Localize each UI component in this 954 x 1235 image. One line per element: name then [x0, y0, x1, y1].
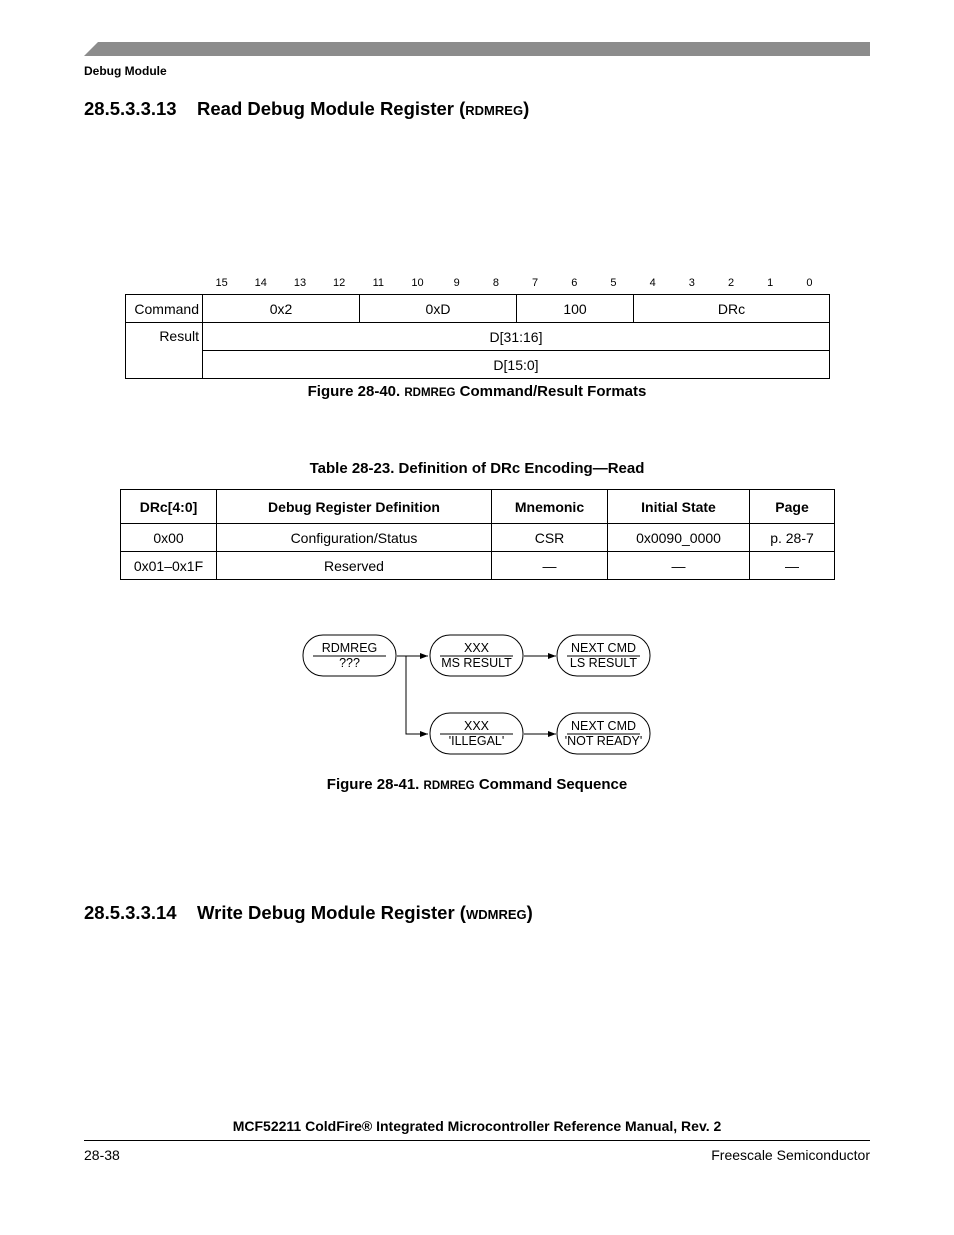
- result-label: Result: [126, 323, 203, 379]
- rdmreg-format-table: [125, 294, 830, 379]
- caption-prefix: Figure 28-40.: [307, 383, 401, 400]
- table-cell: —: [608, 552, 750, 580]
- node-text: ???: [339, 656, 360, 670]
- bit-number: 0: [806, 277, 813, 289]
- bit-number: 7: [532, 277, 539, 289]
- bit-number: 10: [411, 277, 424, 289]
- table-cell: 0x01–0x1F: [121, 552, 217, 580]
- section-heading-rdmreg: [84, 98, 529, 120]
- command-field: 0x2: [203, 295, 360, 323]
- figure-28-40-caption: [0, 383, 954, 400]
- section-title-suffix: ): [526, 902, 533, 923]
- command-row: [126, 295, 830, 323]
- result-field: D[15:0]: [203, 351, 830, 379]
- page-number: 28-38: [84, 1147, 120, 1163]
- table-cell: 0x00: [121, 524, 217, 552]
- node-text: MS RESULT: [441, 656, 512, 670]
- bit-number: 5: [610, 277, 617, 289]
- bit-number: 2: [727, 277, 735, 289]
- caption-suffix: Command/Result Formats: [459, 383, 647, 400]
- table-row: [121, 552, 835, 580]
- caption-prefix: Figure 28-41.: [326, 776, 420, 793]
- command-field: DRc: [634, 295, 830, 323]
- caption-suffix: Command Sequence: [478, 776, 628, 793]
- footer-manual-title: MCF52211 ColdFire® Integrated Microcontroller Reference Manual, Rev. 2: [232, 1118, 722, 1134]
- table-cell: —: [492, 552, 608, 580]
- node-text: XXX: [463, 641, 490, 655]
- connector-arrow: [406, 656, 428, 734]
- rdmreg-sequence-diagram: [290, 625, 670, 760]
- bit-number: 15: [215, 277, 228, 289]
- node-text: LS RESULT: [569, 656, 638, 670]
- running-head: Debug Module: [84, 64, 167, 78]
- figure-28-41-caption: [0, 776, 954, 793]
- footer-divider: [84, 1140, 870, 1141]
- bit-number: 12: [333, 277, 346, 289]
- table-28-23-caption: Table 28-23. Definition of DRc Encoding—Read: [309, 460, 645, 477]
- bit-number: 14: [254, 277, 267, 289]
- table-cell: 0x0090_0000: [608, 524, 750, 552]
- result-field: D[31:16]: [203, 323, 830, 351]
- table-cell: p. 28-7: [750, 524, 835, 552]
- section-title-suffix: ): [523, 98, 530, 119]
- section-title-prefix: Write Debug Module Register (: [197, 902, 466, 923]
- node-text: 'ILLEGAL': [448, 734, 505, 748]
- publisher-name: Freescale Semiconductor: [711, 1147, 870, 1163]
- table-cell: Configuration/Status: [217, 524, 492, 552]
- table-cell: CSR: [492, 524, 608, 552]
- bit-number: 13: [293, 277, 307, 289]
- caption-mnemonic: RDMREG: [404, 387, 456, 399]
- command-field: 100: [517, 295, 634, 323]
- column-header: DRc[4:0]: [121, 490, 217, 524]
- node-text: NEXT CMD: [570, 641, 637, 655]
- section-mnemonic: WDMREG: [465, 907, 527, 922]
- bit-number: 9: [453, 277, 460, 289]
- section-title-prefix: Read Debug Module Register (: [197, 98, 466, 119]
- column-header: Debug Register Definition: [217, 490, 492, 524]
- column-header: Mnemonic: [492, 490, 608, 524]
- section-mnemonic: RDMREG: [465, 103, 524, 118]
- table-cell: —: [750, 552, 835, 580]
- table-cell: Reserved: [217, 552, 492, 580]
- bit-number: 6: [571, 277, 578, 289]
- node-text: NEXT CMD: [570, 719, 637, 733]
- header-bar: [84, 42, 870, 56]
- column-header: Page: [750, 490, 835, 524]
- command-label: Command: [126, 295, 203, 323]
- section-number: 28.5.3.3.14: [84, 902, 177, 923]
- section-heading-wdmreg: [84, 902, 533, 924]
- result-row-high: [126, 323, 830, 351]
- bit-number-row: [202, 277, 829, 291]
- result-row-low: [126, 351, 830, 379]
- column-header: Initial State: [608, 490, 750, 524]
- node-text: XXX: [463, 719, 490, 733]
- bit-number: 4: [649, 277, 656, 289]
- drc-encoding-table: [120, 489, 835, 580]
- node-text: RDMREG: [321, 641, 378, 655]
- command-field: 0xD: [360, 295, 517, 323]
- caption-mnemonic: RDMREG: [423, 780, 475, 792]
- bit-number: 1: [767, 277, 774, 289]
- bit-number: 3: [688, 277, 695, 289]
- bit-number: 8: [492, 277, 499, 289]
- table-header-row: [121, 490, 835, 524]
- bit-number: 11: [372, 277, 385, 289]
- table-row: [121, 524, 835, 552]
- node-text: 'NOT READY': [564, 734, 643, 748]
- section-number: 28.5.3.3.13: [84, 98, 177, 119]
